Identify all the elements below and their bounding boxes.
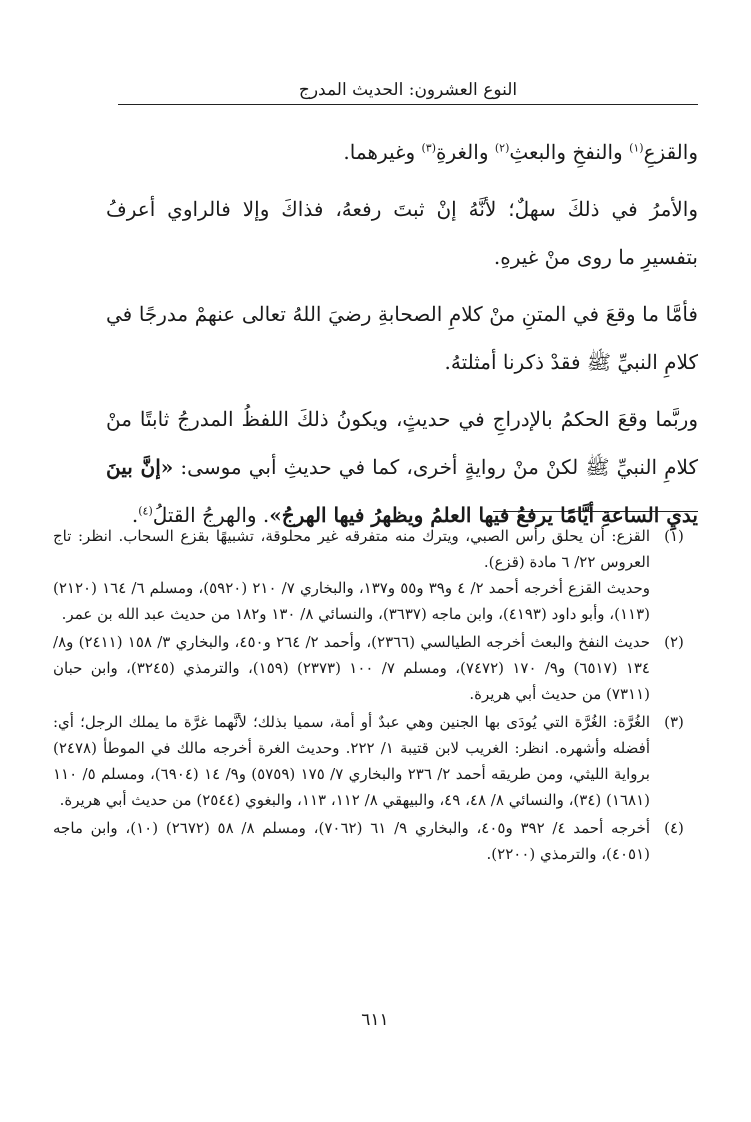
paragraph-4-intro: وربَّما وقعَ الحكمُ بالإدراجِ في حديثٍ، ويكونُ ذلكَ اللفظُ المدرجُ ثابتًا منْ كلامِ النبيِّ ﷺ لكنْ منْ روايةٍ أخرى، كما في حديثِ أبي موسى: — [106, 407, 698, 479]
footnote-body — [53, 523, 650, 627]
footnote-text: القزع: أن يحلق رأس الصبي، ويترك منه متفرقه غير محلوقة، تشبيهًا بقزع السحاب. انظر: تاج العروس ٢٢/ ٦ مادة (قزع). — [53, 527, 650, 571]
footnote-body — [53, 629, 650, 707]
footnote-ref-3[interactable]: (٣) — [421, 141, 437, 155]
footnote-body — [53, 815, 650, 867]
footnote-4 — [53, 815, 698, 867]
footnote-3 — [53, 709, 698, 813]
paragraph-1-text-b: والنفخِ والبعثِ — [509, 140, 630, 164]
footnote-ref-4[interactable]: (٤) — [138, 504, 153, 518]
paragraph-4 — [106, 395, 698, 539]
footnote-number: (٤) — [664, 819, 684, 837]
footnote-text: وحديث القزع أخرجه أحمد ٢/ ٤ و٣٩ و٥٥ و١٣٧، والبخاري ٧/ ٢١٠ (٥٩٢٠)، ومسلم ٦/ ١٦٤ (٢١٢٠) (١١٣)، وأبو داود (٤١٩٣)، وابن ماجه (٣٦٣٧)، والنسائي ٨/ ١٣٠ و١٨٢ من حديث عبد الله بن عمر. — [53, 579, 651, 623]
header-rule — [118, 104, 698, 105]
paragraph-3: فأمَّا ما وقعَ في المتنِ منْ كلامِ الصحابةِ رضيَ اللهُ تعالى عنهمْ مدرجًا في كلامِ النبيِّ ﷺ فقدْ ذكرنا أمثلتهُ. — [106, 302, 698, 374]
main-text — [106, 128, 698, 539]
paragraph-1-text-d: وغيرهما. — [343, 140, 422, 164]
footnote-text: الغُرَّة: الغُرَّة التي يُودَى بها الجنين وهي عبدٌ أو أمة، سميا بذلك؛ لأنَّهما غرَّة ما يملك الرجل؛ أي: أفضله وأشهره. انظر: الغريب لابن قتيبة ١/ ٢٢٢. وحديث الغرة أخرجه مالك في الموطأ (٢٤٧٨) برواية الليثي، ومن طريقه أحمد ٢/ ٢٣٦ والبخاري ٧/ ١٧٥ (٥٧٥٩) و٩/ ١٤ (٦٩٠٤)، ومسلم ٥/ ١١٠ (١٦٨١) (٣٤)، والنسائي ٨/ ٤٨، ٤٩، والبيهقي ٨/ ١١٢، ١١٣، والبغوي (٢٥٤٤) من حديث أبي هريرة. — [53, 713, 650, 809]
paragraph-2: والأمرُ في ذلكَ سهلٌ؛ لأنَّهُ إنْ ثبتَ رفعهُ، فذاكَ وإلا فالراوي أعرفُ بتفسيرِ ما روى منْ غيرهِ. — [106, 197, 698, 269]
footnote-number: (٢) — [664, 633, 684, 651]
paragraph-1-text-c: والغرةِ — [436, 140, 495, 164]
footnote-number: (١) — [664, 527, 684, 545]
footnote-number: (٣) — [664, 713, 684, 731]
paragraph-4-outro: . والهرجُ القتلُ — [152, 503, 270, 527]
hadith-quote: «إنَّ بينَ يديِ الساعةِ أيَّامًا يرفعُ فيها العلمُ ويظهرُ فيها الهرجُ» — [106, 455, 698, 527]
footnote-1 — [53, 523, 698, 627]
footnote-2 — [53, 629, 698, 707]
footnotes-section — [53, 523, 698, 869]
paragraph-1-text-a: والقزعِ — [643, 140, 698, 164]
paragraph-1 — [106, 128, 698, 176]
page-number: ٦١١ — [361, 1010, 389, 1030]
footnote-text: حديث النفخ والبعث أخرجه الطيالسي (٢٣٦٦)، وأحمد ٢/ ٢٦٤ و٤٥٠، والبخاري ٣/ ١٥٨ (٢٤١١) و٨/ ١٣٤ (٦٥١٧) و٩/ ١٧٠ (٧٤٧٢)، ومسلم ٧/ ١٠٠ (٢٣٧٣) (١٥٩)، والترمذي (٣٢٤٥)، وابن حبان (٧٣١١) من حديث أبي هريرة. — [53, 633, 650, 703]
paragraph-4-end: . — [131, 503, 139, 527]
footnote-separator — [493, 511, 698, 512]
footnote-text: أخرجه أحمد ٤/ ٣٩٢ و٤٠٥، والبخاري ٩/ ٦١ (٧٠٦٢)، ومسلم ٨/ ٥٨ (٢٦٧٢) (١٠)، وابن ماجه (٤٠٥١)، والترمذي (٢٢٠٠). — [53, 819, 651, 863]
footnote-body — [53, 709, 650, 813]
running-header-title: النوع العشرون: الحديث المدرج — [298, 80, 518, 100]
footnote-ref-1[interactable]: (١) — [629, 141, 644, 155]
footnote-ref-2[interactable]: (٢) — [494, 141, 510, 155]
